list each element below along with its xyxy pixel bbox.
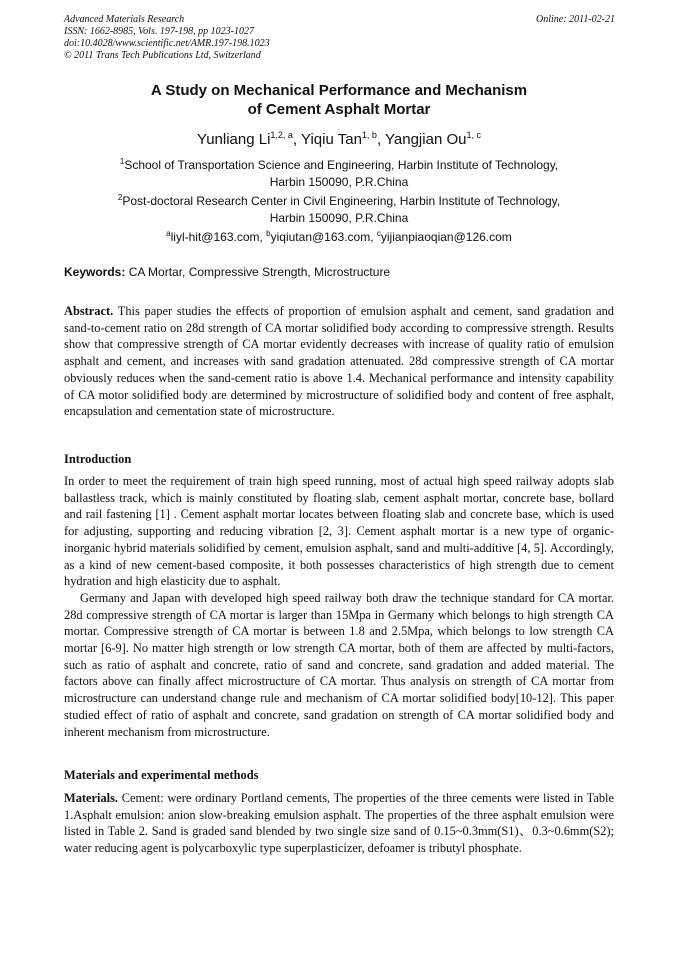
title-line-2: of Cement Asphalt Mortar — [247, 101, 431, 118]
abstract — [64, 303, 614, 420]
online-date: Online: 2011-02-21 — [536, 14, 615, 25]
email-link[interactable]: yiqiutan@163.com, — [270, 230, 377, 244]
author-emails — [64, 229, 614, 246]
paper-title — [64, 81, 614, 119]
materials-body — [64, 790, 614, 857]
author-name: Yunliang Li — [197, 131, 271, 148]
abstract-label: Abstract. — [64, 304, 114, 318]
email-marker: b — [266, 229, 271, 238]
keywords-text: CA Mortar, Compressive Strength, Microstructure — [125, 265, 391, 279]
author-affil-marker: 1, c — [466, 130, 481, 140]
email-marker: c — [376, 229, 381, 238]
author-affil-marker: 1, b — [361, 130, 377, 140]
abstract-text: This paper studies the effects of proportion of emulsion asphalt and cement, sand gradation and sand-to-cement ratio on 28d strength of CA mortar solidified body according to compressive strength. Results show that compressive strength of CA mortar evidently decreases with increase of quality ratio of emulsion asphalt and cement, and increases with sand gradation attenuated. 28d compressive strength of CA mortar obviously reduces when the sand-cement ratio is above 1.4. Mechanical performance and intensity capability of CA motor solidified body are determined by microstructure of solidified body and content of free asphalt, encapsulation and cementation state of microstructure. — [64, 304, 614, 419]
affiliation-line: School of Transportation Science and Engineering, Harbin Institute of Technology, — [124, 158, 559, 172]
author-name: Yiqiu Tan — [301, 131, 362, 148]
journal-header — [64, 14, 270, 62]
journal-name: Advanced Materials Research — [64, 14, 185, 25]
affiliation-line: Post-doctoral Research Center in Civil Engineering, Harbin Institute of Technology, — [122, 194, 561, 208]
materials-text: Cement: were ordinary Portland cements, The properties of the three cements were listed in Table 1.Asphalt emulsion: anion slow-breaking emulsion asphalt. The properties of the three asphalt emulsion were listed in Table 2. Sand is graded sand blended by two single size sand of 0.15~0.3mm(S1)、0.3~0.6mm(S2); water reducing agent is polycarboxylic type superplasticizer, defoamer is tributyl phosphate. — [64, 791, 614, 856]
doi-line: doi:10.4028/www.scientific.net/AMR.197-198.1023 — [64, 38, 270, 49]
affiliation-marker: 1 — [119, 157, 125, 166]
author-separator: , — [292, 131, 302, 148]
affiliation-marker: 2 — [117, 193, 123, 202]
intro-paragraph-1: In order to meet the requirement of train high speed running, most of actual high speed railway adopts slab ballastless track, which is mainly constituted by floating slab, cement asphalt mortar, concrete base, bollard and rail fastening [1] . Cement asphalt mortar locates between floating slab and concrete base, which is used for adjusting, supporting and reducing vibration [2, 3]. Cement asphalt mortar is a new type of organic-inorganic hybrid materials solidified by cement, emulsion asphalt, sand and multi-additive [4, 5]. Accordingly, as a kind of new cement-based composite, it both possesses characteristics of high strength due to cement hydration and high elasticity due to asphalt. — [64, 474, 614, 589]
issn-line: ISSN: 1662-8985, Vols. 197-198, pp 1023-1027 — [64, 26, 254, 37]
section-heading-materials: Materials and experimental methods — [64, 768, 259, 782]
introduction-body — [64, 473, 614, 740]
intro-paragraph-2: Germany and Japan with developed high speed railway both draw the technique standard for CA mortar. 28d compressive strength of CA mortar is larger than 15Mpa in Germany which belongs to high strength CA mortar. Compressive strength of CA mortar is between 1.8 and 2.5Mpa, which belongs to low strength CA mortar [6-9]. No matter high strength or low strength CA mortar, both of them are affected by multi-factors, such as ratio of asphalt and concrete, ratio of sand and concrete, sand gradation and added material. The factors above can finally affect microstructure of CA mortar. Thus analysis on strength of CA mortar from microstructure can understand change rule and mechanism of CA mortar solidified body[10-12]. This paper studied effect of ratio of asphalt and concrete, sand gradation on strength of CA mortar solidified body and inherent mechanism from microstructure. — [64, 590, 614, 739]
keywords-line — [64, 264, 390, 280]
author-list — [64, 130, 614, 150]
copyright-line: © 2011 Trans Tech Publications Ltd, Switzerland — [64, 50, 261, 61]
affiliation-city: Harbin 150090, P.R.China — [269, 211, 409, 225]
author-affil-marker: 1,2, a — [270, 130, 293, 140]
keywords-label: Keywords: — [64, 265, 126, 279]
author-separator: , — [376, 131, 386, 148]
email-link[interactable]: liyl-hit@163.com, — [170, 230, 267, 244]
section-heading-introduction: Introduction — [64, 452, 132, 466]
title-line-1: A Study on Mechanical Performance and Mechanism — [150, 82, 528, 99]
author-name: Yangjian Ou — [385, 131, 467, 148]
affiliation-2 — [64, 193, 614, 227]
affiliation-city: Harbin 150090, P.R.China — [269, 175, 409, 189]
email-marker: a — [166, 229, 171, 238]
affiliation-1 — [64, 157, 614, 191]
materials-label: Materials. — [64, 791, 119, 805]
email-link[interactable]: yijianpiaoqian@126.com — [380, 230, 512, 244]
